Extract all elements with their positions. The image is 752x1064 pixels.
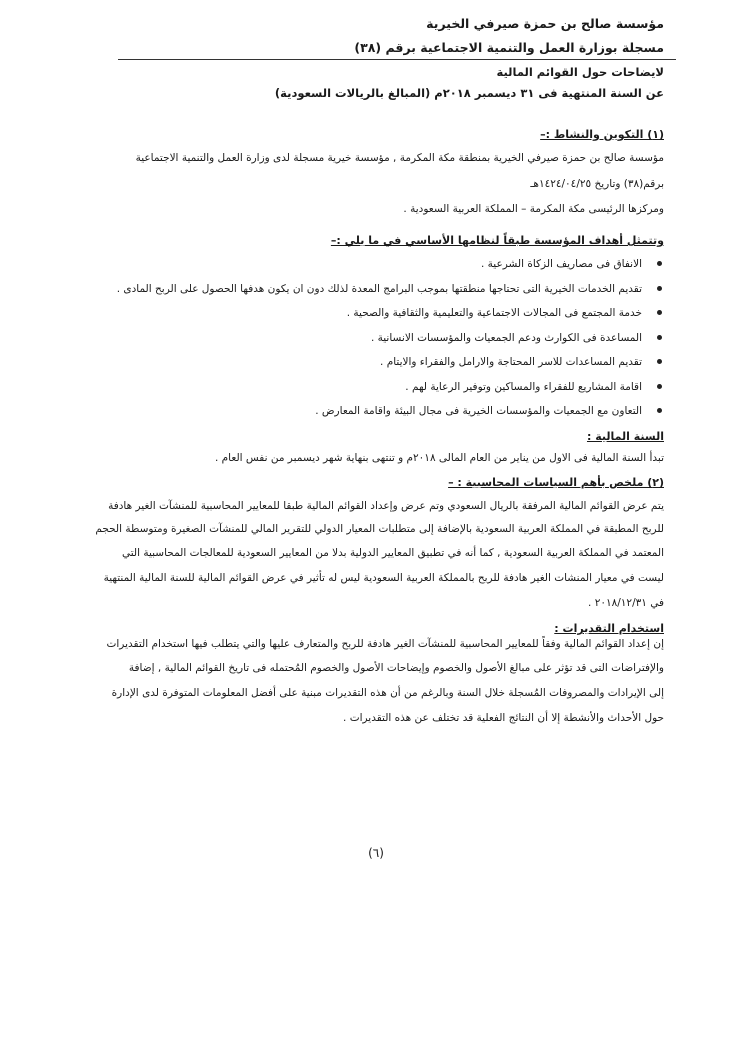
- notes-title: لايضاحات حول القوائم المالية: [496, 65, 664, 79]
- bullet-icon: [657, 384, 662, 389]
- bullet-icon: [657, 359, 662, 364]
- bullet-icon: [657, 310, 662, 315]
- section1-line: ومركزها الرئيسى مكة المكرمة – المملكة العربية السعودية .: [403, 203, 664, 215]
- section1-line: برقم(٣٨) وتاريخ ١٤٢٤/٠٤/٢٥هـ: [530, 178, 664, 190]
- estimates-line: والإفتراضات التى قد تؤثر على مبالغ الأصول والخصوم وإيضاحات الأصول والخصوم المُحتمله فى تاريخ القوائم المالية , إضافة: [128, 662, 664, 674]
- bullet-icon: [657, 261, 662, 266]
- header-divider: [118, 59, 676, 60]
- bullet-icon: [657, 335, 662, 340]
- section1-line: مؤسسة صالح بن حمزة صيرفي الخيرية بمنطقة مكة المكرمة , مؤسسة خيرية مسجلة لدى وزارة العمل والتنمية الاجتماعية: [135, 152, 664, 164]
- section2-line: للربح المطبقة في المملكة العربية السعودية بالإضافة إلى متطلبات المعيار الدولي للتقرير المالي للمنشآت الصغيرة ومتوسطة الحجم: [95, 523, 664, 535]
- list-item: الانفاق فى مصاريف الزكاة الشرعية .: [117, 258, 642, 283]
- section2-line: المعتمد في المملكة العربية السعودية , كما أنه في تطبيق المعايير الدولية بدلا من المعايير السعودية للمعالجات المحاسبية التي: [121, 547, 664, 559]
- section2-heading: (٢) ملخص بأهم السياسات المحاسبية : –: [448, 476, 664, 489]
- estimates-line: إلى الإيرادات والمصروفات المُسجلة خلال السنة وبالرغم من أن هذه التقديرات مبنية على أفضل المعلومات المتوفرة لدى الإدارة: [111, 687, 664, 699]
- fiscal-year-text: تبدأ السنة المالية فى الاول من يناير من العام المالى ٢٠١٨م و تنتهى بنهاية شهر ديسمبر من نفس العام .: [215, 452, 664, 464]
- list-item: تقديم الخدمات الخيرية التى تحتاجها منطقتها بموجب البرامج المعدة لذلك دون ان يكون هدفها الحصول على الربح المادى .: [117, 283, 642, 308]
- period-line: عن السنة المنتهية فى ٣١ ديسمبر ٢٠١٨م (المبالغ بالريالات السعودية): [274, 86, 664, 100]
- objectives-list: [117, 258, 642, 430]
- list-item: التعاون مع الجمعيات والمؤسسات الخيرية فى مجال البيئة واقامة المعارض .: [117, 405, 642, 430]
- section2-line: ليست في معيار المنشات الغير هادفة للربح بالمملكة العربية السعودية ليس له تأثير في عرض القوائم المالية للسنة المالية المنتهية: [103, 572, 664, 584]
- list-item: المساعدة فى الكوارث ودعم الجمعيات والمؤسسات الانسانية .: [117, 332, 642, 357]
- estimates-line: إن إعداد القوائم المالية وفقاً للمعايير المحاسبية للمنشآت الغير هادفة للربح والمتعارف عليها والتي يتطلب فيها استخدام التقديرات: [106, 638, 664, 650]
- list-item: خدمة المجتمع فى المجالات الاجتماعية والتعليمية والثقافية والصحية .: [117, 307, 642, 332]
- page-number: (٦): [368, 846, 384, 860]
- estimates-line: حول الأحداث والأنشطة إلا أن النتائج الفعلية قد تختلف عن هذه التقديرات .: [343, 712, 664, 724]
- estimates-heading: استخدام التقديرات :: [554, 622, 664, 635]
- section1-heading: (١) التكوين والنشاط :–: [540, 128, 664, 141]
- objectives-heading: وتتمثل أهداف المؤسسة طبقاً لنظامها الأساسي في ما يلي :–: [330, 234, 664, 247]
- list-item: تقديم المساعدات للاسر المحتاجة والارامل والفقراء والايتام .: [117, 356, 642, 381]
- registration-line: مسجلة بوزارة العمل والتنمية الاجتماعية برقم (٣٨): [354, 40, 664, 55]
- list-item: اقامة المشاريع للفقراء والمساكين وتوفير الرعاية لهم .: [117, 381, 642, 406]
- bullet-icon: [657, 408, 662, 413]
- bullet-icon: [657, 286, 662, 291]
- section2-line: في ٢٠١٨/١٢/٣١ .: [588, 597, 664, 609]
- section2-line: يتم عرض القوائم المالية المرفقة بالريال السعودي وتم عرض وإعداد القوائم المالية طبقا للمعايير المحاسبية للمنشآت الغير هادفة: [108, 500, 664, 512]
- fiscal-year-heading: السنة المالية :: [586, 430, 664, 443]
- organization-name: مؤسسة صالح بن حمزة صيرفي الخيرية: [426, 16, 664, 31]
